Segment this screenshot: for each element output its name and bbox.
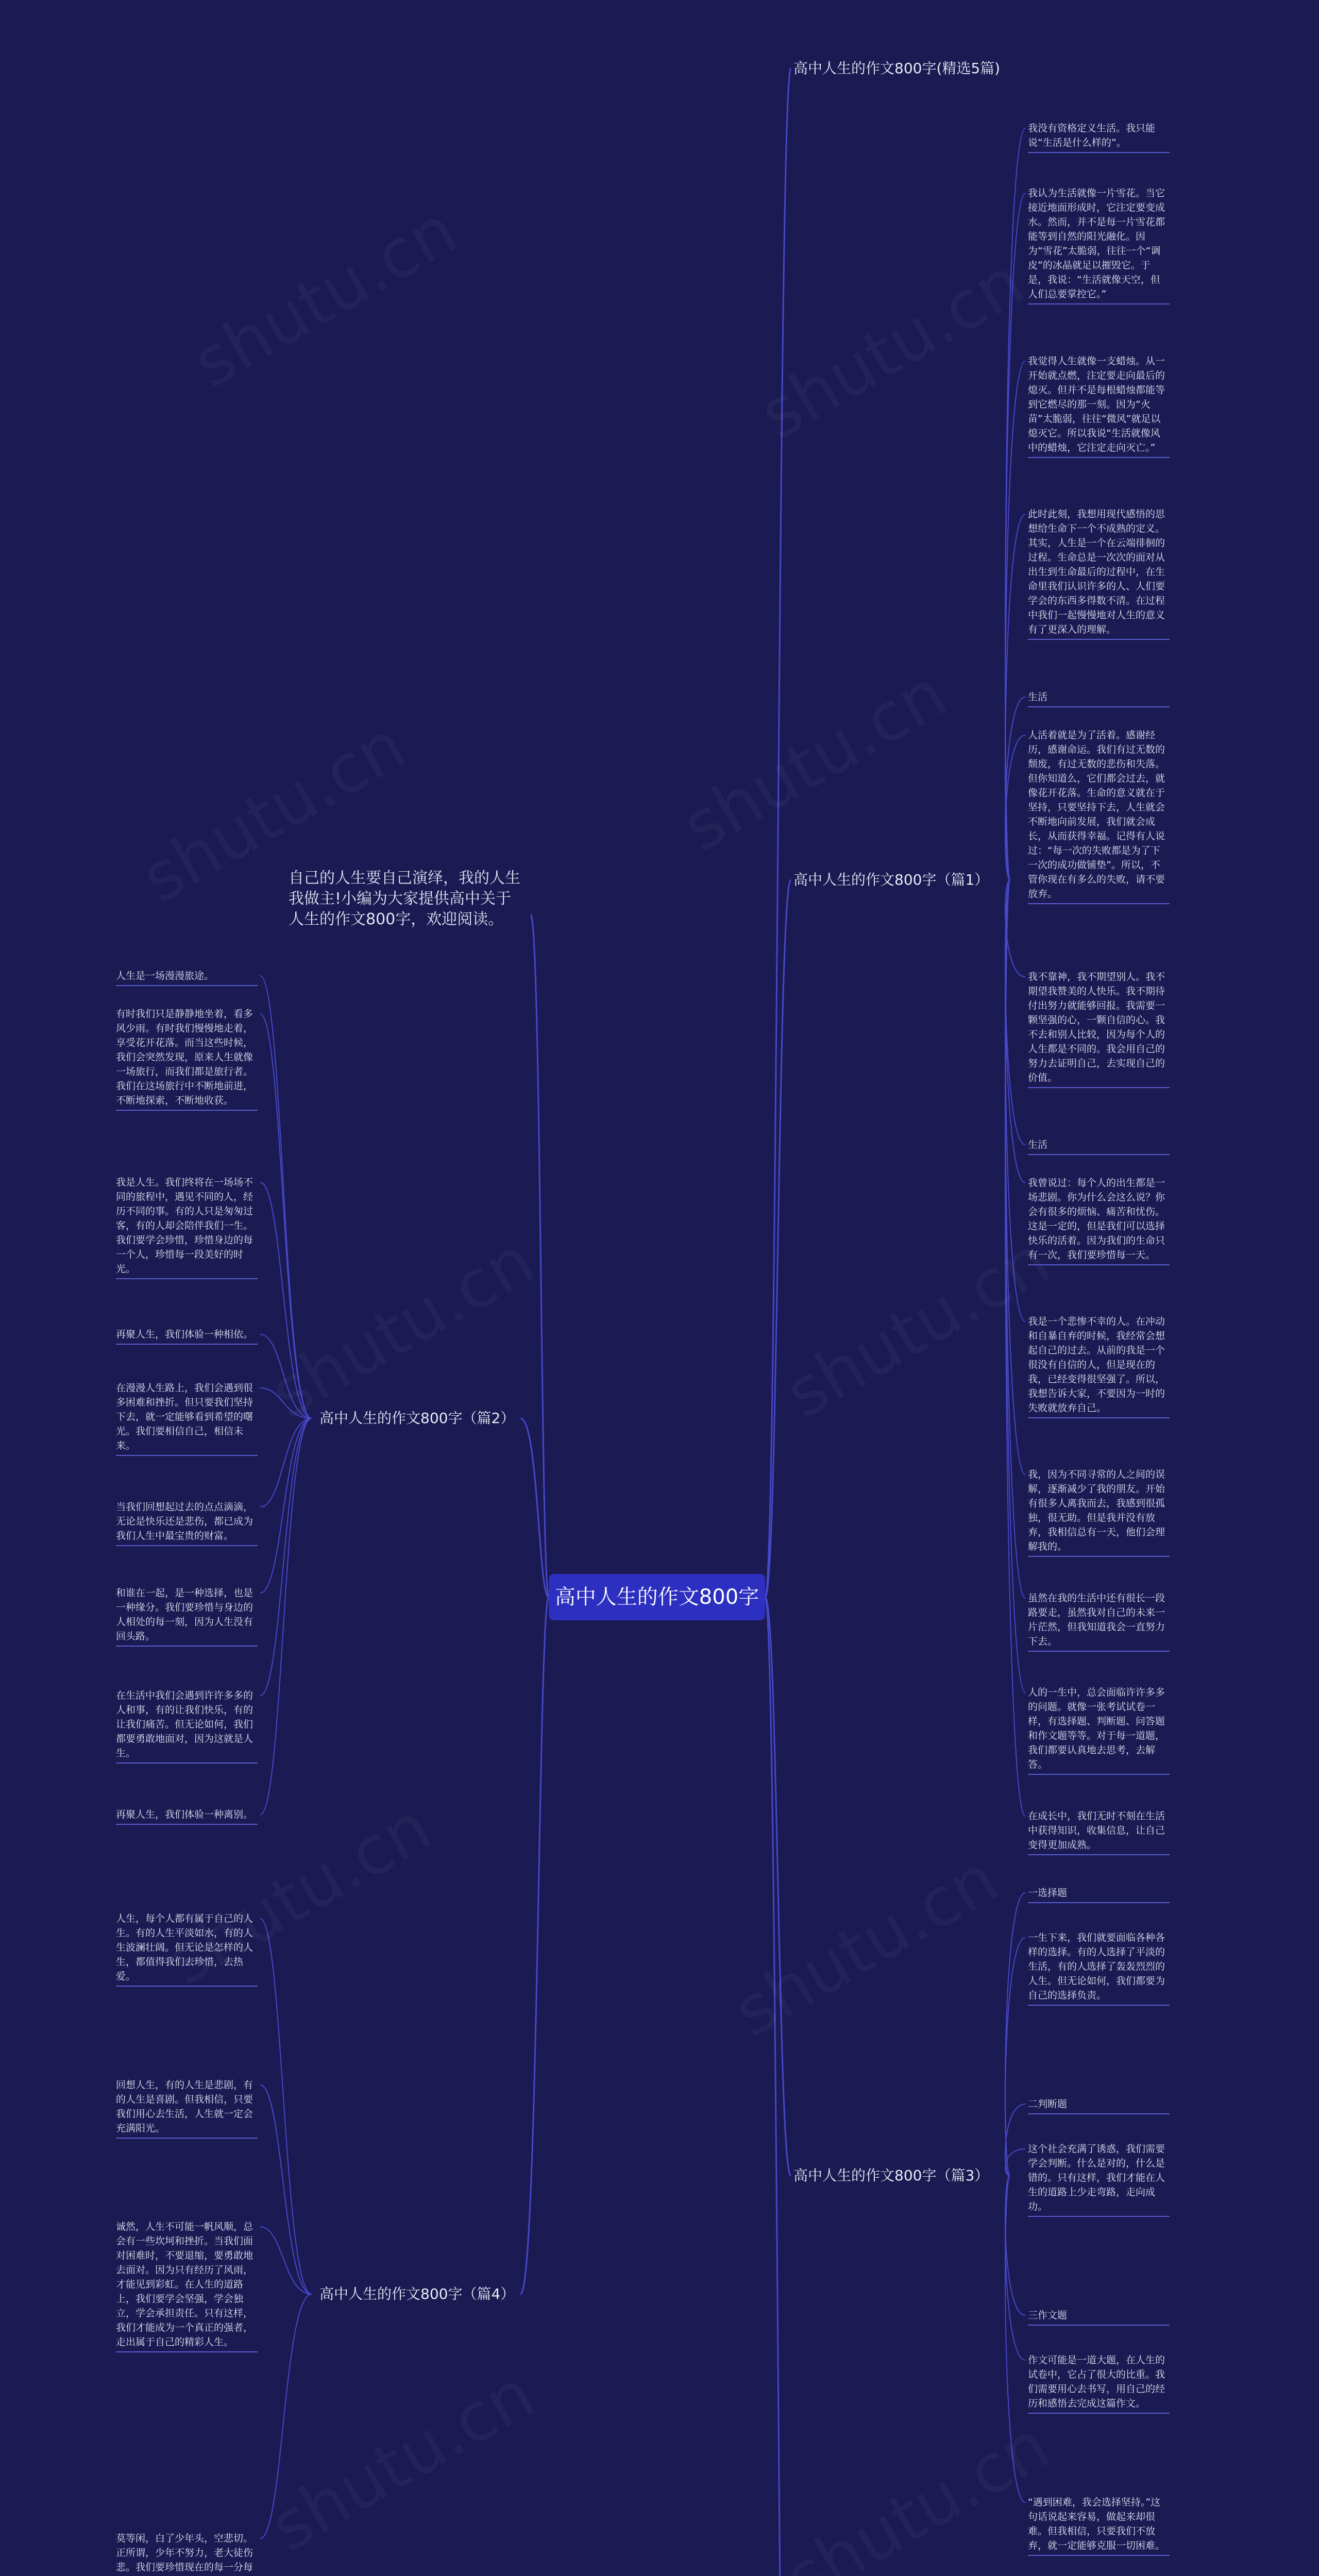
connector-line [1005,697,1025,880]
leaf-note[interactable]: 和谁在一起，是一种选择，也是一种缘分。我们要珍惜与身边的人相处的每一刻，因为人生没有回头路。 [116,1586,258,1647]
connector-line [1005,880,1025,1816]
branch-topic[interactable]: 高中人生的作文800字(精选5篇) [793,60,1001,77]
connector-line [1005,514,1025,880]
leaf-note[interactable]: 再聚人生，我们体验一种相依。 [116,1327,258,1345]
leaf-note[interactable]: 再聚人生，我们体验一种离别。 [116,1807,258,1825]
connector-line [765,1597,791,2176]
leaf-note[interactable]: 生活 [1028,690,1170,707]
connector-line [260,1418,312,1696]
leaf-note[interactable]: 虽然在我的生活中还有很长一段路要走，虽然我对自己的未来一片茫然，但我知道我会一直努力下去。 [1028,1591,1170,1652]
leaf-note[interactable]: 我曾说过：每个人的出生都是一场悲剧。你为什么会这么说？你会有很多的烦恼、痛苦和忧伤。这是一定的，但是我们可以选择快乐的活着。因为我们的生命只有一次，我们要珍惜每一天。 [1028,1176,1170,1265]
leaf-note[interactable]: 回想人生，有的人生是悲剧，有的人生是喜剧。但我相信，只要我们用心去生活，人生就一定会充满阳光。 [116,2078,258,2139]
connector-line [260,1418,312,1593]
leaf-note[interactable]: 我认为生活就像一片雪花。当它接近地面形成时，它注定要变成水。然而，并不是每一片雪花都能等到自然的阳光融化。因为“雪花”太脆弱，往往一个“调皮”的冰晶就足以摧毁它。于是，我说：“生活就像天空，但人们总要掌控它。” [1028,186,1170,304]
connector-line [1005,2104,1025,2176]
leaf-note[interactable]: 我，因为不同寻常的人之间的误解，逐渐减少了我的朋友。开始有很多人离我而去，我感到很孤独，很无助。但是我并没有放弃，我相信总有一天，他们会理解我的。 [1028,1467,1170,1557]
connector-line [1005,2176,1025,2315]
branch-topic[interactable]: 高中人生的作文800字（篇2） [319,1410,515,1427]
leaf-note[interactable]: 人活着就是为了活着。感谢经历，感谢命运。我们有过无数的颓废，有过无数的悲伤和失落。但你知道么，它们都会过去，就像花开花落。生命的意义就在于坚持，只要坚持下去，人生就会不断地向前发展，我们就会成长，从而获得幸福。记得有人说过：“每一次的失败都是为了下一次的成功做铺垫”。所以，不管你现在有多么的失败，请不要放弃。 [1028,728,1170,904]
intro-note[interactable]: 自己的人生要自己演绎，我的人生我做主!小编为大家提供高中关于人生的作文800字，欢迎阅读。 [289,869,520,928]
connector-line [1005,880,1025,1145]
leaf-note[interactable]: 有时我们只是静静地坐着，看多风少雨。有时我们慢慢地走着，享受花开花落。而当这些时候，我们会突然发现，原来人生就像一场旅行，而我们都是旅行者。我们在这场旅行中不断地前进，不断地探索，不断地收获。 [116,1007,258,1111]
leaf-note[interactable]: 人生是一场漫漫旅途。 [116,969,258,986]
leaf-note[interactable]: 莫等闲，白了少年头，空悲切。正所谓，少年不努力，老大徒伤悲。我们要珍惜现在的每一分每 [116,2531,258,2576]
branch-topic[interactable]: 高中人生的作文800字（篇1） [793,871,989,888]
connector-line [1005,880,1025,1598]
leaf-note[interactable]: 在生活中我们会遇到许许多多的人和事，有的让我们快乐，有的让我们痛苦。但无论如何，我们都要勇敢地面对，因为这就是人生。 [116,1688,258,1764]
connector-line [520,1597,549,2294]
leaf-note[interactable]: 作文可能是一道大题，在人生的试卷中，它占了很大的比重。我们需要用心去书写，用自己的经历和感悟去完成这篇作文。 [1028,2353,1170,2414]
connector-line [1005,2176,1025,2502]
leaf-note[interactable]: 当我们回想起过去的点点滴滴，无论是快乐还是悲伤，都已成为我们人生中最宝贵的财富。 [116,1500,258,1546]
leaf-note[interactable]: 生活 [1028,1138,1170,1155]
leaf-note[interactable]: 我是人生。我们终将在一场场不同的旅程中，遇见不同的人，经历不同的事。有的人只是匆匆过客，有的人却会陪伴我们一生。我们要学会珍惜，珍惜身边的每一个人，珍惜每一段美好的时光。 [116,1175,258,1279]
leaf-note[interactable]: 此时此刻，我想用现代感悟的思想给生命下一个不成熟的定义。其实，人生是一个在云端徘徊的过程。生命总是一次次的面对从出生到生命最后的过程中，在生命里我们认识许多的人、人们要学会的东西多得数不清。在过程中我们一起慢慢地对人生的意义有了更深入的理解。 [1028,507,1170,640]
leaf-note[interactable]: 我不靠神，我不期望别人。我不期望我赞美的人快乐。我不期待付出努力就能够回报。我需要一颗坚强的心，一颗自信的心。我不去和别人比较，因为每个人的人生都是不同的。我会用自己的努力去证明自己，去实现自己的价值。 [1028,970,1170,1088]
leaf-note[interactable]: 一选择题 [1028,1886,1170,1903]
connector-line [260,2085,312,2294]
leaf-note[interactable]: 在漫漫人生路上，我们会遇到很多困难和挫折。但只要我们坚持下去，就一定能够看到希望的曙光。我们要相信自己，相信未来。 [116,1381,258,1456]
connector-line [260,1919,312,2294]
leaf-note[interactable]: 人生，每个人都有属于自己的人生。有的人生平淡如水，有的人生波澜壮阔。但无论是怎样的人生，都值得我们去珍惜，去热爱。 [116,1911,258,1987]
leaf-note[interactable]: 人的一生中，总会面临许许多多的问题。就像一张考试试卷一样，有选择题、判断题、问答题和作文题等等。对于每一道题，我们都要认真地去思考，去解答。 [1028,1685,1170,1775]
leaf-note[interactable]: 我没有资格定义生活。我只能说“生活是什么样的”。 [1028,121,1170,153]
leaf-note[interactable]: 一生下来，我们就要面临各种各样的选择。有的人选择了平淡的生活，有的人选择了轰轰烈烈的人生。但无论如何，我们都要为自己的选择负责。 [1028,1930,1170,2006]
connector-line [1005,1893,1025,2176]
leaf-note[interactable]: 我是一个悲惨不幸的人。在冲动和自暴自弃的时候，我经常会想起自己的过去。从前的我是一个很没有自信的人，但是现在的我，已经变得很坚强了。所以，我想告诉大家，不要因为一时的失败就放弃自己。 [1028,1314,1170,1418]
leaf-note[interactable]: 二判断题 [1028,2097,1170,2114]
connector-line [765,880,791,1597]
branch-topic[interactable]: 高中人生的作文800字（篇4） [319,2285,515,2302]
connector-line [531,914,549,1597]
branch-topic[interactable]: 高中人生的作文800字（篇3） [793,2167,989,2184]
connector-line [260,976,312,1418]
connector-line [260,1014,312,1418]
leaf-note[interactable]: 诚然，人生不可能一帆风顺，总会有一些坎坷和挫折。当我们面对困难时，不要退缩，要勇敢地去面对。因为只有经历了风雨，才能见到彩虹。在人生的道路上，我们要学会坚强，学会独立，学会承担责任。只有这样，我们才能成为一个真正的强者，走出属于自己的精彩人生。 [116,2219,258,2352]
leaf-note[interactable]: 我觉得人生就像一支蜡烛。从一开始就点燃，注定要走向最后的熄灭。但并不是每根蜡烛都能等到它燃尽的那一刻。因为“火苗”太脆弱，往往“微风”就足以熄灭它。所以我说“生活就像风中的蜡烛，它注定走向灭亡。” [1028,354,1170,458]
connector-line [260,1418,312,1815]
leaf-note[interactable]: 这个社会充满了诱惑，我们需要学会判断。什么是对的，什么是错的。只有这样，我们才能在人生的道路上少走弯路，走向成功。 [1028,2142,1170,2217]
connector-line [260,1388,312,1418]
leaf-note[interactable]: 在成长中，我们无时不刻在生活中获得知识，收集信息，让自己变得更加成熟。 [1028,1809,1170,1855]
connector-line [765,69,791,1597]
connector-line [260,2294,312,2538]
root-topic[interactable]: 高中人生的作文800字 [549,1574,765,1620]
leaf-note[interactable]: 三作文题 [1028,2308,1170,2326]
connector-line [1005,880,1025,1183]
connector-line [765,1597,791,2576]
connector-line [1005,128,1025,880]
leaf-note[interactable]: “遇到困难，我会选择坚持。”这句话说起来容易，做起来却很难。但我相信，只要我们不放弃，就一定能够克服一切困难。 [1028,2495,1170,2556]
